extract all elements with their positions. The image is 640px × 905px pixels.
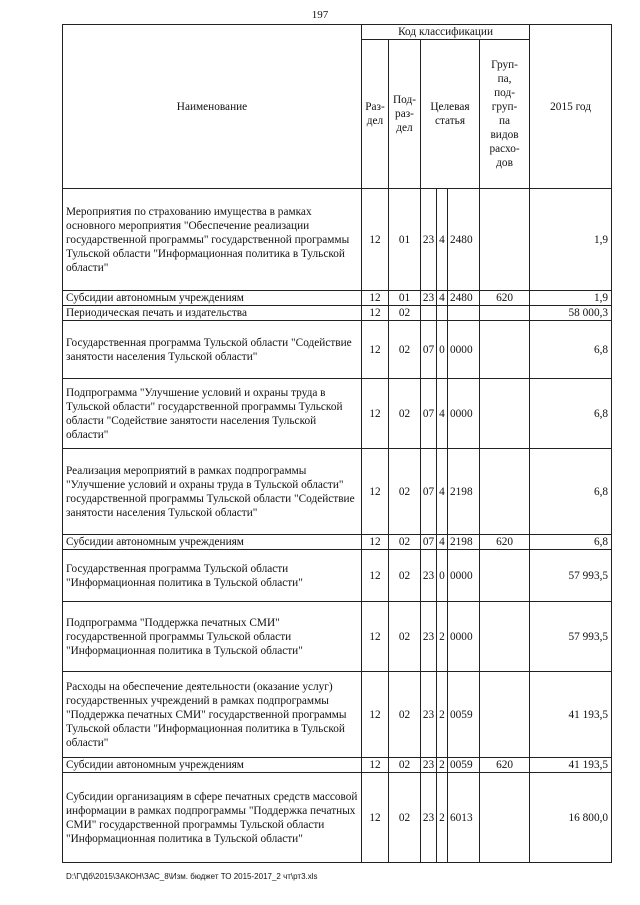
row-amount: 6,8 <box>530 379 612 449</box>
table-row <box>63 773 612 863</box>
row-section: 12 <box>362 602 389 672</box>
row-target-program: 23 <box>421 672 437 758</box>
row-expense-type <box>480 449 530 535</box>
row-expense-type: 620 <box>480 291 530 306</box>
row-name: Государственная программа Тульской области "Содействие занятости населения Тульской области" <box>63 321 362 379</box>
row-target-program: 23 <box>421 550 437 602</box>
row-expense-type <box>480 550 530 602</box>
row-target-direction: 2480 <box>448 291 480 306</box>
row-target-program <box>421 306 437 321</box>
row-section: 12 <box>362 321 389 379</box>
header-year: 2015 год <box>530 25 612 189</box>
page-number: 197 <box>311 9 329 21</box>
header-target: Целевая статья <box>421 40 480 189</box>
row-target-subprogram: 2 <box>437 758 448 773</box>
table-row <box>63 189 612 291</box>
row-target-subprogram: 2 <box>437 672 448 758</box>
row-target-subprogram: 4 <box>437 189 448 291</box>
row-name: Реализация мероприятий в рамках подпрограммы "Улучшение условий и охраны труда в Тульской области" государственной программы Тульской области "Содействие занятости населения Тульской области" <box>63 449 362 535</box>
row-target-subprogram: 4 <box>437 449 448 535</box>
table-row <box>63 602 612 672</box>
row-section: 12 <box>362 535 389 550</box>
header-group: Груп- па, под- груп- па видов расхо- дов <box>480 40 530 189</box>
header-code: Код классификации <box>362 25 530 40</box>
row-subsection: 02 <box>389 306 421 321</box>
row-target-subprogram: 4 <box>437 535 448 550</box>
table-row <box>63 449 612 535</box>
row-expense-type <box>480 602 530 672</box>
row-subsection: 02 <box>389 535 421 550</box>
row-target-direction: 0000 <box>448 321 480 379</box>
row-amount: 41 193,5 <box>530 672 612 758</box>
row-amount: 1,9 <box>530 291 612 306</box>
row-name: Субсидии автономным учреждениям <box>63 291 362 306</box>
row-amount: 41 193,5 <box>530 758 612 773</box>
table-row <box>63 321 612 379</box>
row-expense-type <box>480 306 530 321</box>
row-target-direction: 0000 <box>448 550 480 602</box>
row-expense-type: 620 <box>480 535 530 550</box>
header-section: Раз- дел <box>362 40 389 189</box>
row-name: Мероприятия по страхованию имущества в рамках основного мероприятия "Обеспечение реализации государственной программы" государственной программы Тульской области "Информационная политика в Тульской области" <box>63 189 362 291</box>
row-target-program: 07 <box>421 535 437 550</box>
row-target-direction: 2198 <box>448 449 480 535</box>
row-subsection: 01 <box>389 291 421 306</box>
row-subsection: 02 <box>389 758 421 773</box>
row-subsection: 02 <box>389 449 421 535</box>
row-target-subprogram <box>437 306 448 321</box>
table-row <box>63 550 612 602</box>
row-name: Субсидии организациям в сфере печатных средств массовой информации в рамках подпрограммы "Поддержка печатных СМИ" государственной программы Тульской области "Информационная политика в Тульской области" <box>63 773 362 863</box>
row-section: 12 <box>362 758 389 773</box>
row-subsection: 01 <box>389 189 421 291</box>
row-target-subprogram: 0 <box>437 321 448 379</box>
header-subsection: Под- раз- дел <box>389 40 421 189</box>
row-section: 12 <box>362 449 389 535</box>
row-amount: 58 000,3 <box>530 306 612 321</box>
table-row <box>63 306 612 321</box>
row-subsection: 02 <box>389 773 421 863</box>
table-row <box>63 535 612 550</box>
row-target-direction <box>448 306 480 321</box>
table-row <box>63 379 612 449</box>
row-target-program: 23 <box>421 291 437 306</box>
row-target-program: 07 <box>421 449 437 535</box>
row-target-direction: 0059 <box>448 672 480 758</box>
row-amount: 6,8 <box>530 535 612 550</box>
row-section: 12 <box>362 672 389 758</box>
row-expense-type <box>480 379 530 449</box>
row-target-program: 07 <box>421 379 437 449</box>
row-target-program: 23 <box>421 602 437 672</box>
row-subsection: 02 <box>389 321 421 379</box>
row-amount: 16 800,0 <box>530 773 612 863</box>
table-row <box>63 758 612 773</box>
row-section: 12 <box>362 291 389 306</box>
row-section: 12 <box>362 550 389 602</box>
row-target-subprogram: 0 <box>437 550 448 602</box>
row-amount: 6,8 <box>530 449 612 535</box>
row-expense-type <box>480 672 530 758</box>
table-row <box>63 672 612 758</box>
table-row <box>63 291 612 306</box>
row-target-direction: 6013 <box>448 773 480 863</box>
file-path-footer: D:\Г\Дб\2015\ЗАКОН\ЗАС_8\Изм. бюджет ТО 2015-2017_2 чт\рт3.xls <box>66 872 318 881</box>
row-subsection: 02 <box>389 379 421 449</box>
row-name: Субсидии автономным учреждениям <box>63 758 362 773</box>
row-target-program: 23 <box>421 773 437 863</box>
row-target-direction: 0000 <box>448 379 480 449</box>
row-target-direction: 2198 <box>448 535 480 550</box>
header-name: Наименование <box>63 25 362 189</box>
row-expense-type <box>480 189 530 291</box>
row-amount: 57 993,5 <box>530 602 612 672</box>
row-target-program: 07 <box>421 321 437 379</box>
row-target-direction: 0000 <box>448 602 480 672</box>
row-name: Расходы на обеспечение деятельности (оказание услуг) государственных учреждений в рамках подпрограммы "Поддержка печатных СМИ" государственной программы Тульской области "Информационная политика в Тульской области" <box>63 672 362 758</box>
row-target-direction: 2480 <box>448 189 480 291</box>
row-target-subprogram: 4 <box>437 379 448 449</box>
row-section: 12 <box>362 306 389 321</box>
row-amount: 6,8 <box>530 321 612 379</box>
row-name: Подпрограмма "Поддержка печатных СМИ" государственной программы Тульской области "Информационная политика в Тульской области" <box>63 602 362 672</box>
row-subsection: 02 <box>389 602 421 672</box>
row-target-subprogram: 2 <box>437 773 448 863</box>
row-subsection: 02 <box>389 672 421 758</box>
row-section: 12 <box>362 189 389 291</box>
row-expense-type: 620 <box>480 758 530 773</box>
row-target-subprogram: 2 <box>437 602 448 672</box>
row-target-program: 23 <box>421 189 437 291</box>
row-expense-type <box>480 321 530 379</box>
row-expense-type <box>480 773 530 863</box>
row-name: Государственная программа Тульской области "Информационная политика в Тульской области" <box>63 550 362 602</box>
row-section: 12 <box>362 379 389 449</box>
row-section: 12 <box>362 773 389 863</box>
row-target-subprogram: 4 <box>437 291 448 306</box>
budget-table <box>62 24 612 863</box>
row-name: Подпрограмма "Улучшение условий и охраны труда в Тульской области" государственной программы Тульской области "Содействие занятости населения Тульской области" <box>63 379 362 449</box>
row-name: Периодическая печать и издательства <box>63 306 362 321</box>
row-target-direction: 0059 <box>448 758 480 773</box>
row-subsection: 02 <box>389 550 421 602</box>
row-name: Субсидии автономным учреждениям <box>63 535 362 550</box>
row-target-program: 23 <box>421 758 437 773</box>
row-amount: 57 993,5 <box>530 550 612 602</box>
row-amount: 1,9 <box>530 189 612 291</box>
